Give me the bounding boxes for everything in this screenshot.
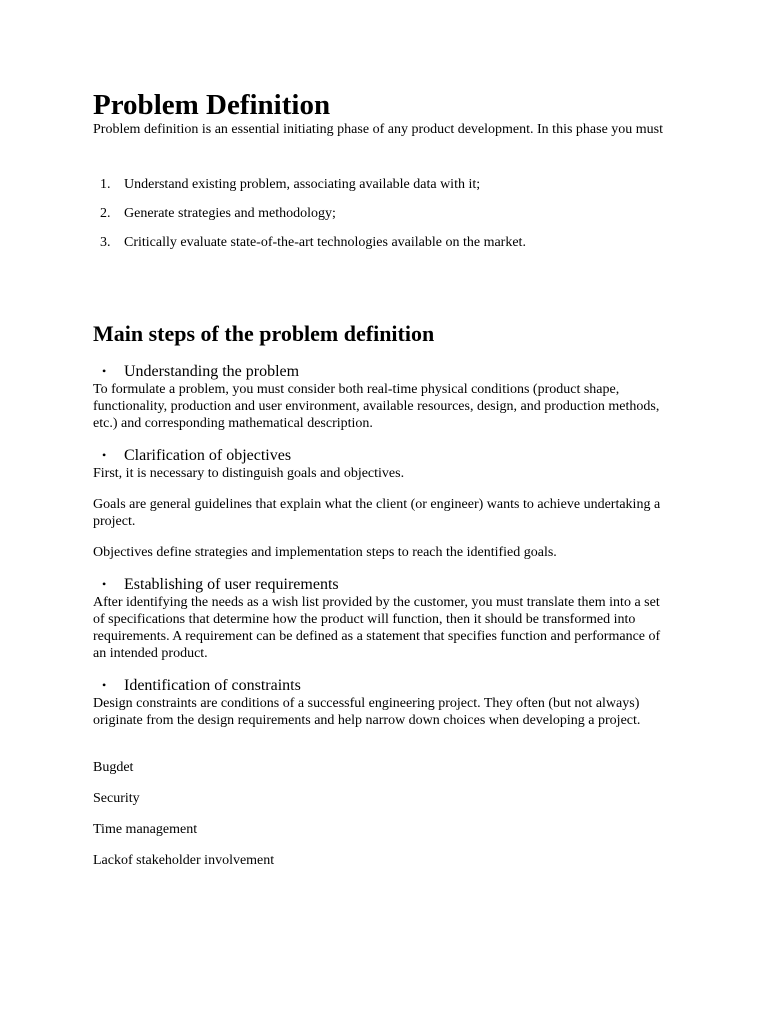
- section-paragraph: Design constraints are conditions of a successful engineering project. They often (but not always) originate from the design requirements and help narrow down choices when developing a project.: [93, 696, 641, 728]
- numbered-list: [93, 176, 526, 263]
- bullet-heading-text: Understanding the problem: [124, 363, 300, 380]
- bullet-icon: •: [102, 678, 107, 692]
- bullet-icon: •: [102, 577, 107, 591]
- bullet-heading: [93, 676, 673, 695]
- section-objectives: [93, 446, 673, 561]
- constraint-item: Lackof stakeholder involvement: [93, 853, 275, 868]
- list-item-text: Generate strategies and methodology;: [124, 206, 336, 221]
- list-number: 3.: [100, 235, 111, 250]
- list-number: 1.: [100, 177, 111, 192]
- list-item: [93, 205, 526, 234]
- section-paragraph: First, it is necessary to distinguish goals and objectives.: [93, 466, 405, 481]
- section-requirements: [93, 575, 673, 662]
- bullet-icon: •: [102, 448, 107, 462]
- list-item: [93, 176, 526, 205]
- bullet-heading: [93, 575, 673, 594]
- list-item-text: Critically evaluate state-of-the-art technologies available on the market.: [124, 235, 526, 250]
- section-title: Main steps of the problem definition: [93, 321, 435, 346]
- constraint-item: Time management: [93, 822, 198, 837]
- bullet-heading: [93, 362, 673, 381]
- list-number: 2.: [100, 206, 111, 221]
- bullet-icon: •: [102, 364, 107, 378]
- list-item: [93, 234, 526, 263]
- section-paragraph: After identifying the needs as a wish list provided by the customer, you must translate them into a set of specifications that determine how the product will function, then it should be transformed into requirements. A requirement can be defined as a statement that specifies function and performance of an intended product.: [93, 595, 661, 661]
- bullet-heading: [93, 446, 673, 465]
- bullet-heading-text: Establishing of user requirements: [124, 576, 339, 593]
- bullet-heading-text: Clarification of objectives: [124, 447, 292, 464]
- section-understanding: [93, 362, 673, 432]
- constraint-item: Security: [93, 791, 140, 806]
- intro-paragraph: Problem definition is an essential initiating phase of any product development. In this phase you must: [93, 122, 664, 137]
- page-title: Problem Definition: [93, 89, 331, 121]
- section-paragraph: To formulate a problem, you must consider both real-time physical conditions (product shape, functionality, production and user environment, available resources, design, and production methods, etc.) and corresponding mathematical description.: [93, 382, 660, 431]
- section-constraints: [93, 676, 673, 729]
- bullet-heading-text: Identification of constraints: [124, 677, 301, 694]
- section-paragraph: Goals are general guidelines that explain what the client (or engineer) wants to achieve undertaking a project.: [93, 497, 661, 529]
- list-item-text: Understand existing problem, associating available data with it;: [124, 177, 481, 192]
- constraint-item: Bugdet: [93, 760, 134, 775]
- section-paragraph: Objectives define strategies and implementation steps to reach the identified goals.: [93, 545, 557, 560]
